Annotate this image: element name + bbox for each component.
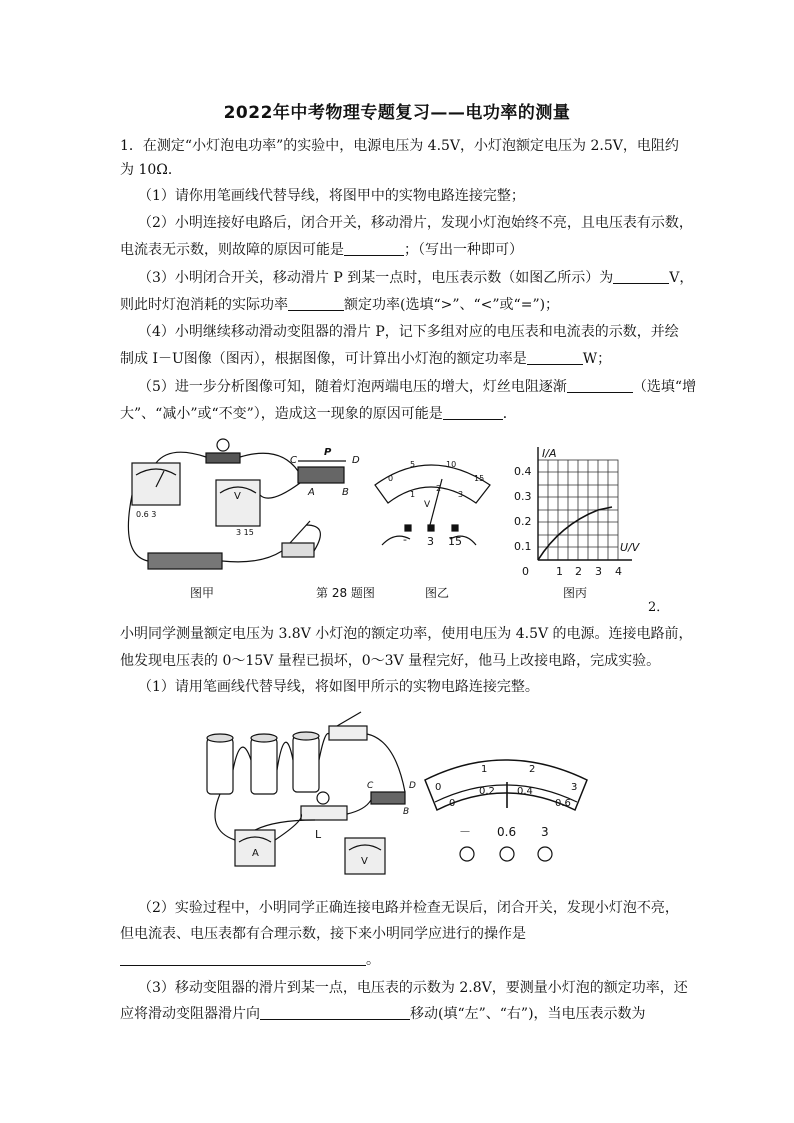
q2-part2-line3 [120, 950, 680, 970]
q1-part2-line1: （2）小明连接好电路后，闭合开关，移动滑片，发现小灯泡始终不亮，且电压表有示数， [138, 215, 693, 231]
dial-tick-15: 15 [474, 474, 485, 483]
label-A: A [252, 848, 259, 859]
battery [148, 553, 222, 569]
answer-blank[interactable] [120, 951, 366, 966]
answer-blank[interactable] [344, 241, 404, 256]
terminal-label: 3 [541, 825, 549, 839]
q1-part4-text: 制成 I－U图像（图丙），根据图像，可计算出小灯泡的额定功率是 [120, 351, 527, 367]
graph-ytick: 0.3 [514, 490, 532, 503]
dial-top-tick: 2 [529, 764, 536, 775]
terminal-3 [538, 847, 552, 861]
answer-blank[interactable] [260, 1005, 410, 1020]
dial-terminal-15: 15 [448, 535, 462, 548]
dial-top-tick: 3 [571, 782, 578, 793]
caption-bing: 图丙 [563, 586, 588, 600]
q1-part5-line1 [138, 377, 698, 397]
graph-xtick: 4 [615, 565, 622, 578]
label-B: B [403, 807, 410, 817]
graph-xtick: 3 [595, 565, 602, 578]
lamp-icon [217, 439, 229, 451]
answer-blank[interactable] [527, 350, 583, 365]
q1-stem-line1: 1．在测定“小灯泡电功率”的实验中，电源电压为 4.5V，小灯泡额定电压为 2.5V，电阻约 [120, 138, 679, 154]
dial-tick-10: 10 [446, 460, 457, 469]
terminal-label: － [459, 825, 472, 839]
q1-part5-text2: （选填“增 [632, 379, 697, 395]
q2-part3-text2: 移动(填“左”、“右”)，当电压表示数为 [410, 1006, 646, 1022]
label-C: C [367, 781, 374, 791]
answer-blank[interactable] [613, 269, 669, 284]
caption-main: 第 28 题图 [316, 586, 375, 600]
voltmeter-dial [375, 465, 490, 503]
q2-part2-line1: （2）实验过程中，小明同学正确连接电路并检查无误后，闭合开关，发现小灯泡不亮， [138, 900, 679, 916]
switch [282, 543, 314, 557]
label-D: D [352, 455, 360, 466]
label-C: C [290, 455, 297, 466]
graph-ytick: 0.1 [514, 540, 532, 553]
figure-2 [195, 710, 605, 885]
dial-tick-0: 0 [388, 474, 394, 483]
label-P: P [324, 447, 332, 458]
label-V: V [234, 491, 241, 502]
graph-xtick: 1 [556, 565, 563, 578]
rheostat [371, 792, 405, 804]
q2-number: 2． [648, 600, 670, 615]
ammeter-scale: 0.6 3 [136, 510, 157, 519]
dial-terminal-3: 3 [427, 535, 434, 548]
terminal-label: 0.6 [497, 825, 517, 839]
terminal-0.6 [500, 847, 514, 861]
q1-part4-line1: （4）小明继续移动滑动变阻器的滑片 P，记下多组对应的电压表和电流表的示数，并绘 [138, 324, 679, 340]
answer-blank[interactable] [567, 378, 633, 393]
q2-part2-line2: 但电流表、电压表都有合理示数，接下来小明同学应进行的操作是 [120, 926, 526, 942]
q2-part3-text: 应将滑动变阻器滑片向 [120, 1006, 260, 1022]
q2-part2-end: 。 [366, 952, 380, 968]
label-A: A [308, 487, 315, 498]
battery-cells [207, 732, 319, 794]
dial-top-tick: 1 [481, 764, 488, 775]
graph-ylabel: I/A [542, 447, 557, 460]
q1-part1: （1）请你用笔画线代替导线，将图甲中的实物电路连接完整； [138, 188, 525, 204]
graph-xtick: 0 [522, 565, 529, 578]
dial-tick-5: 5 [410, 460, 416, 469]
q1-part5-end: ． [502, 406, 517, 422]
q1-part5-text: （5）进一步分析图像可知，随着灯泡两端电压的增大，灯丝电阻逐渐 [138, 379, 567, 395]
q1-part3-text3: 额定功率(选填“>”、“<”或“=”)； [344, 297, 560, 313]
q1-part5-text3: 大”、“减小”或“不变”），造成这一现象的原因可能是 [120, 406, 443, 422]
q1-part3-line2 [120, 295, 680, 315]
iu-curve [538, 507, 612, 560]
dial-tick-3: 3 [458, 490, 464, 499]
dial-bottom-tick: 0.4 [517, 786, 533, 797]
q1-part3-line1 [138, 268, 698, 288]
label-D: D [409, 781, 416, 791]
graph-ytick: 0.4 [514, 465, 532, 478]
dial-unit: V [424, 500, 431, 510]
dial-bottom-tick: 0 [449, 798, 456, 809]
graph-xtick: 2 [575, 565, 582, 578]
q1-part4-line2 [120, 349, 680, 369]
q2-part3-line2 [120, 1004, 680, 1024]
dial-top-tick: 0 [435, 782, 442, 793]
caption-jia: 图甲 [190, 586, 215, 600]
dial-tick-2: 2 [436, 484, 442, 493]
q2-part1: （1）请用笔画线代替导线，将如图甲所示的实物电路连接完整。 [138, 679, 539, 695]
answer-blank[interactable] [288, 296, 344, 311]
q1-part2-text-end: ；（写出一种即可） [404, 242, 523, 258]
caption-yi: 图乙 [425, 586, 450, 600]
label-V: V [361, 856, 368, 867]
q1-part5-line2 [120, 404, 680, 424]
graph-xlabel: U/V [620, 541, 640, 554]
terminal-minus [460, 847, 474, 861]
q1-part4-unit: W； [582, 351, 612, 367]
dial-terminal-minus: - [403, 533, 407, 546]
q1-part2-text: 电流表无示数，则故障的原因可能是 [120, 242, 344, 258]
label-L: L [315, 828, 322, 841]
lamp-icon [317, 792, 329, 804]
switch [329, 726, 367, 740]
lamp-holder [206, 453, 240, 463]
page-title: 2022年中考物理专题复习——电功率的测量 [223, 103, 571, 123]
iu-graph [538, 460, 618, 560]
q1-part3-text: （3）小明闭合开关，移动滑片 P 到某一点时，电压表示数（如图乙所示）为 [138, 270, 614, 286]
q2-stem-line2: 他发现电压表的 0～15V 量程已损坏，0～3V 量程完好，他马上改接电路，完成实验。 [120, 653, 661, 669]
figure-1 [120, 435, 640, 605]
q2-stem-line1: 小明同学测量额定电压为 3.8V 小灯泡的额定功率，使用电压为 4.5V 的电源。连接电路前， [120, 626, 693, 642]
label-B: B [342, 487, 349, 498]
answer-blank[interactable] [443, 405, 503, 420]
graph-ytick: 0.2 [514, 515, 532, 528]
dial-bottom-tick: 0.2 [479, 786, 495, 797]
q1-part3-text2: 则此时灯泡消耗的实际功率 [120, 297, 288, 313]
rheostat [298, 467, 344, 483]
q1-stem-line2: 为 10Ω． [120, 162, 182, 178]
q2-part3-line1: （3）移动变阻器的滑片到某一点，电压表的示数为 2.8V，要测量小灯泡的额定功率，还 [138, 980, 688, 996]
q1-part3-unit: V， [669, 270, 694, 286]
volt-scale: 3 15 [236, 528, 254, 537]
dial-tick-1: 1 [410, 490, 416, 499]
lamp-holder [301, 806, 347, 820]
q1-part2-line2 [120, 240, 680, 260]
dial-bottom-tick: 0.6 [555, 798, 571, 809]
